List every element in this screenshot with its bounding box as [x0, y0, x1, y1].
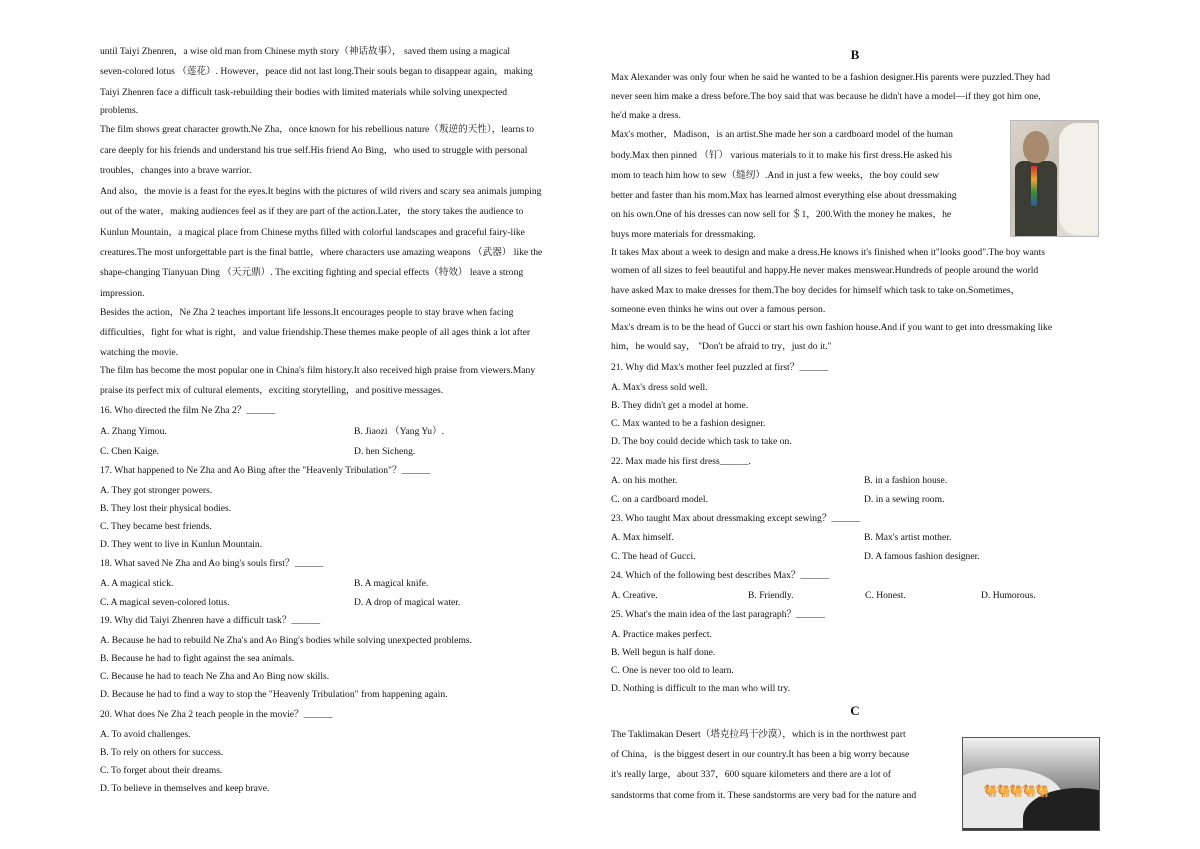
passage-line: shape-changing Tianyuan Ding （天元鼎）. The exciting fighting and special effects（特效） leave a strong [100, 267, 524, 278]
passage-line: until Taiyi Zhenren，a wise old man from Chinese myth story（神话故事）， saved them using a magical [100, 46, 511, 57]
q17-option-b: B. They lost their physical bodies. [100, 503, 232, 514]
passage-line: Max Alexander was only four when he said he wanted to be a fashion designer.His parents were puzzled.They had [611, 72, 1051, 83]
q16-option-c: C. Chen Kaige. [100, 446, 160, 457]
boy-head-shape [1023, 131, 1049, 163]
passage-line: someone even thinks he wins out over a famous person. [611, 304, 826, 315]
q19-option-d: D. Because he had to find a way to stop the "Heavenly Tribulation" from happening again. [100, 689, 448, 700]
q23-option-d: D. A famous fashion designer. [864, 551, 980, 562]
section-heading-b: B [850, 47, 860, 62]
boy-with-mannequin-photo [1010, 120, 1099, 237]
q18-option-a: A. A magical stick. [100, 578, 174, 589]
q18-option-b: B. A magical knife. [354, 578, 429, 589]
q18-option-c: C. A magical seven-colored lotus. [100, 597, 230, 608]
q23-option-a: A. Max himself. [611, 532, 674, 543]
q23-option-b: B. Max's artist mother. [864, 532, 952, 543]
question-25: 25. What's the main idea of the last paragraph？______ [611, 609, 825, 620]
q20-option-d: D. To believe in themselves and keep brave. [100, 783, 270, 794]
camel-caravan: 🐫🐫🐫🐫🐫 [983, 784, 1048, 798]
passage-line: creatures.The most unforgettable part is the final battle，where characters use amazing weapons （武器） like the [100, 247, 543, 258]
passage-line: watching the movie. [100, 347, 179, 358]
passage-line: sandstorms that come from it. These sandstorms are very bad for the nature and [611, 790, 917, 801]
passage-line: out of the water，making audiences feel as if they are part of the action.Later，the story takes the audience to [100, 206, 524, 217]
passage-line: Kunlun Mountain，a magical place from Chinese myths filled with colorful landscapes and graceful fairy-like [100, 227, 525, 238]
section-heading-c: C [850, 703, 860, 718]
q19-option-c: C. Because he had to teach Ne Zha and Ao Bing now skills. [100, 671, 330, 682]
q24-option-b: B. Friendly. [748, 590, 794, 601]
question-18: 18. What saved Ne Zha and Ao bing's souls first？______ [100, 558, 324, 569]
q22-option-a: A. on his mother. [611, 475, 678, 486]
passage-line: buys more materials for dressmaking. [611, 229, 756, 240]
q25-option-c: C. One is never too old to learn. [611, 665, 734, 676]
passage-line: impression. [100, 288, 145, 299]
q21-option-c: C. Max wanted to be a fashion designer. [611, 418, 766, 429]
q19-option-b: B. Because he had to fight against the sea animals. [100, 653, 295, 664]
q24-option-a: A. Creative. [611, 590, 658, 601]
q21-option-d: D. The boy could decide which task to take on. [611, 436, 792, 447]
q19-option-a: A. Because he had to rebuild Ne Zha's and Ao Bing's bodies while solving unexpected problems. [100, 635, 472, 646]
q25-option-b: B. Well begun is half done. [611, 647, 716, 658]
q25-option-a: A. Practice makes perfect. [611, 629, 712, 640]
passage-line: never seen him make a dress before.The boy said that was because he didn't have a model—if they got him one, [611, 91, 1041, 102]
question-17: 17. What happened to Ne Zha and Ao Bing after the "Heavenly Tribulation"？______ [100, 465, 431, 476]
tie-stripe [1031, 166, 1037, 206]
question-24: 24. Which of the following best describes Max？______ [611, 570, 830, 581]
q20-option-c: C. To forget about their dreams. [100, 765, 223, 776]
q22-option-d: D. in a sewing room. [864, 494, 945, 505]
q18-option-d: D. A drop of magical water. [354, 597, 461, 608]
q21-option-a: A. Max's dress sold well. [611, 382, 708, 393]
q16-option-a: A. Zhang Yimou. [100, 426, 167, 437]
passage-line: he'd make a dress. [611, 110, 681, 121]
passage-line: difficulties，fight for what is right，and value friendship.These themes make people of all ages think a lot after [100, 327, 531, 338]
q25-option-d: D. Nothing is difficult to the man who will try. [611, 683, 791, 694]
passage-line: mom to teach him how to sew（缝纫）.And in just a few weeks，the boy could sew [611, 170, 940, 181]
q16-option-b: B. Jiaozi （Yang Yu）. [354, 426, 445, 437]
q23-option-c: C. The head of Gucci. [611, 551, 696, 562]
question-23: 23. Who taught Max about dressmaking except sewing？______ [611, 513, 861, 524]
passage-line: troubles，changes into a brave warrior. [100, 165, 252, 176]
q16-option-d: D. hen Sicheng. [354, 446, 416, 457]
passage-line: of China，is the biggest desert in our country.It has been a big worry because [611, 749, 910, 760]
q21-option-b: B. They didn't get a model at home. [611, 400, 749, 411]
q17-option-a: A. They got stronger powers. [100, 485, 213, 496]
passage-line: on his own.One of his dresses can now sell for ＄1，200.With the money he makes，he [611, 209, 952, 220]
passage-line: body.Max then pinned （钉） various materials to it to make his first dress.He asked his [611, 150, 952, 161]
passage-line: care deeply for his friends and understand his true self.His friend Ao Bing，who used to struggle with personal [100, 145, 528, 156]
passage-line: it's really large，about 337，600 square kilometers and there are a lot of [611, 769, 891, 780]
passage-line: The Taklimakan Desert（塔克拉玛干沙漠），which is in the northwest part [611, 729, 906, 740]
q20-option-b: B. To rely on others for success. [100, 747, 224, 758]
passage-line: women of all sizes to feel beautiful and happy.He never makes menswear.Hundreds of people around the world [611, 265, 1039, 276]
q17-option-d: D. They went to live in Kunlun Mountain. [100, 539, 263, 550]
question-21: 21. Why did Max's mother feel puzzled at first？______ [611, 362, 829, 373]
q24-option-c: C. Honest. [865, 590, 906, 601]
passage-line: problems. [100, 105, 139, 116]
passage-line: Taiyi Zhenren face a difficult task-rebuilding their bodies with limited materials while solving unexpected [100, 87, 508, 98]
question-16: 16. Who directed the film Ne Zha 2？______ [100, 405, 276, 416]
q20-option-a: A. To avoid challenges. [100, 729, 191, 740]
passage-line: The film has become the most popular one in China's film history.It also received high praise from viewers.Many [100, 365, 536, 376]
question-20: 20. What does Ne Zha 2 teach people in the movie？______ [100, 709, 333, 720]
passage-line: Max's dream is to be the head of Gucci or start his own fashion house.And if you want to get into dressmaking like [611, 322, 1053, 333]
passage-line: have asked Max to make dresses for them.The boy decides for himself which task to take on.Sometimes， [611, 285, 1021, 296]
passage-line: Max's mother，Madison，is an artist.She made her son a cardboard model of the human [611, 129, 953, 140]
passage-line: The film shows great character growth.Ne Zha，once known for his rebellious nature（叛逆的天性），learns to [100, 124, 534, 135]
passage-line: praise its perfect mix of cultural elements，exciting storytelling，and positive messages. [100, 385, 444, 396]
passage-line: better and faster than his mom.Max has learned almost everything else about dressmaking [611, 190, 957, 201]
question-19: 19. Why did Taiyi Zhenren have a difficult task？______ [100, 615, 321, 626]
q22-option-b: B. in a fashion house. [864, 475, 948, 486]
passage-line: seven-colored lotus （莲花）. However，peace did not last long.Their souls began to disappear again，making [100, 66, 533, 77]
passage-line: Besides the action，Ne Zha 2 teaches important life lessons.It encourages people to stay brave when facing [100, 307, 514, 318]
passage-line: him，he would say， "Don't be afraid to try，just do it." [611, 341, 832, 352]
passage-line: And also，the movie is a feast for the eyes.It begins with the pictures of wild rivers and scary sea animals jumping [100, 186, 542, 197]
question-22: 22. Max made his first dress______. [611, 456, 751, 467]
passage-line: It takes Max about a week to design and make a dress.He knows it's finished when it"looks good".The boy wants [611, 247, 1046, 258]
q24-option-d: D. Humorous. [981, 590, 1036, 601]
q22-option-c: C. on a cardboard model. [611, 494, 708, 505]
desert-camels-photo [962, 737, 1100, 831]
mannequin-shape [1059, 123, 1099, 235]
q17-option-c: C. They became best friends. [100, 521, 212, 532]
